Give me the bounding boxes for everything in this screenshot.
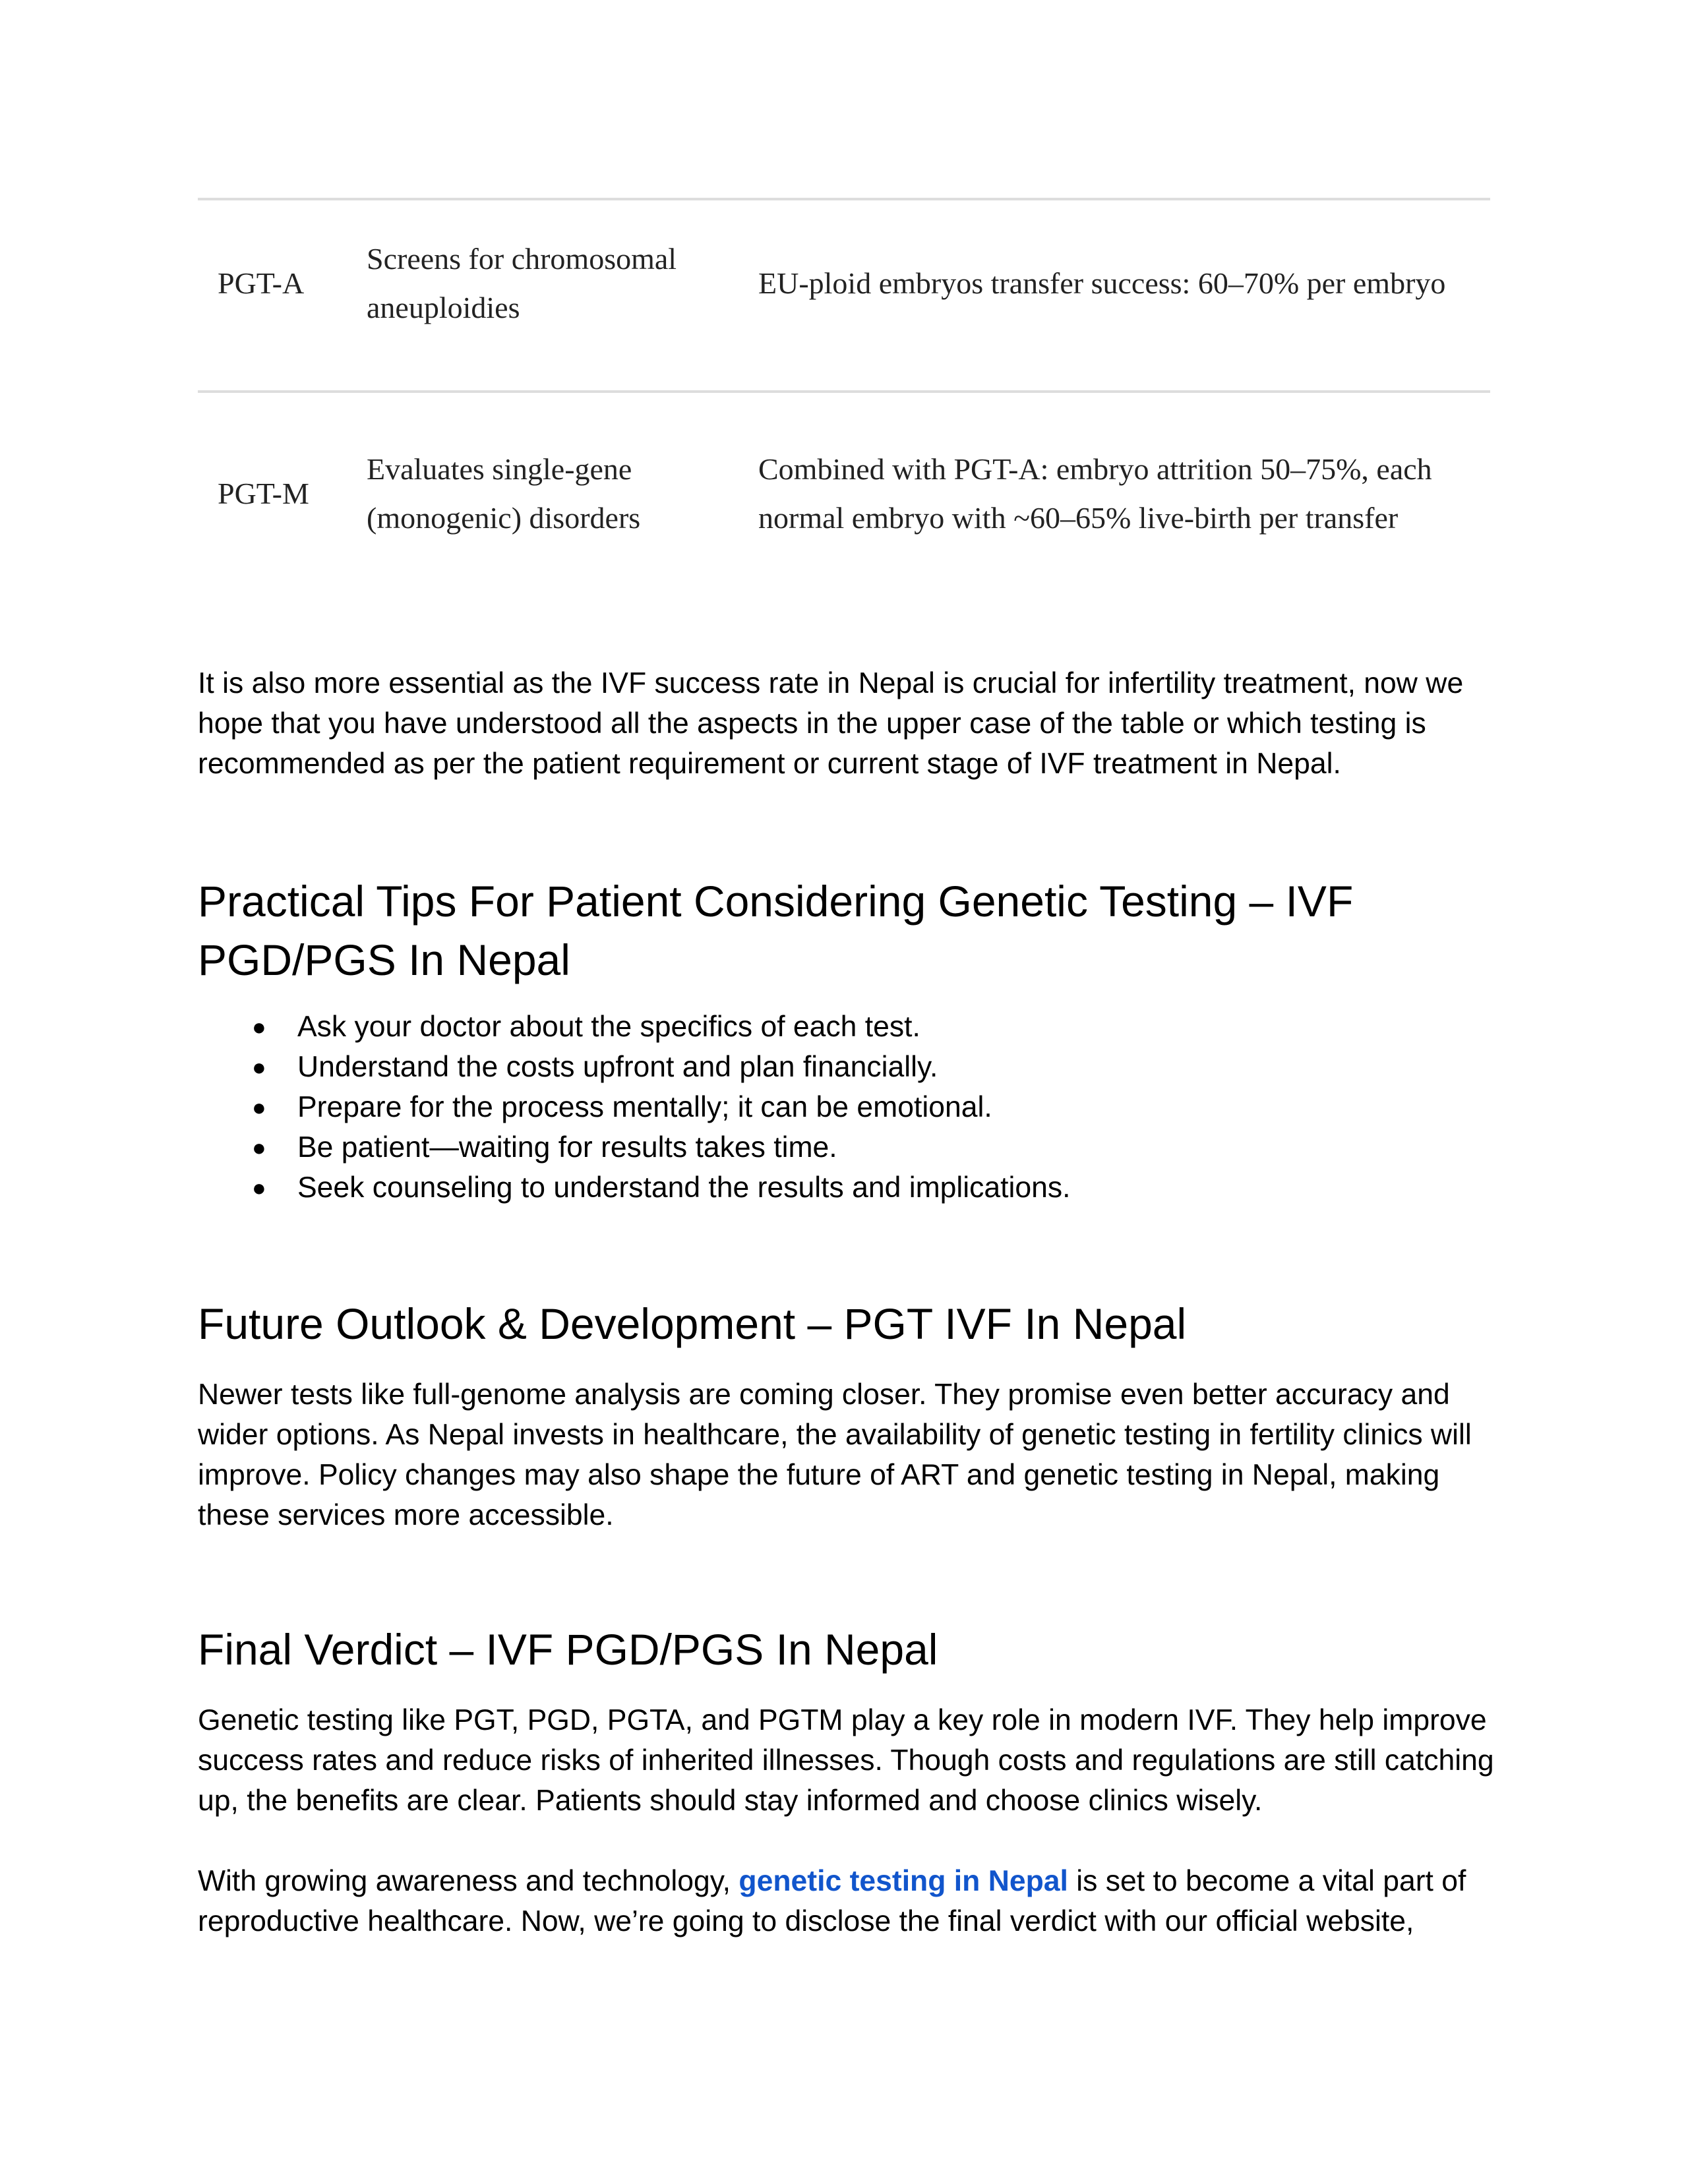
list-item [198, 1007, 1071, 1047]
test-description-cell: Evaluates single-gene (monogenic) disorders [367, 452, 641, 535]
test-name-cell: PGT-A [198, 199, 367, 392]
bullet-icon: ● [252, 1053, 266, 1080]
outlook-heading: Future Outlook & Development – PGT IVF In Nepal [198, 1299, 1187, 1348]
intro-paragraph: It is also more essential as the IVF success rate in Nepal is crucial for infertility treatment, now we hope that you have understood all the aspects in the upper case of the table or which testing is recommended as per the patient requirement or current stage of IVF treatment in Nepal. [198, 667, 1464, 780]
tips-heading: Practical Tips For Patient Considering Genetic Testing – IVF PGD/PGS In Nepal [198, 877, 1354, 984]
closing-text-end: is set to become a vital part of reproductive healthcare. Now, we’re going to disclose the final verdict with our official website, [198, 1865, 1466, 1937]
list-item-text: Ask your doctor about the specifics of each test. [297, 1011, 920, 1043]
list-item [198, 1167, 1071, 1208]
list-item-text: Seek counseling to understand the results and implications. [297, 1171, 1071, 1204]
list-item-text: Be patient—waiting for results takes time. [297, 1131, 837, 1164]
test-name-cell: PGT-M [218, 477, 309, 510]
bullet-icon: ● [252, 1013, 266, 1040]
outlook-paragraph: Newer tests like full-genome analysis are coming closer. They promise even better accuracy and wider options. As Nepal invests in healthcare, the availability of genetic testing in fertility clinics will improve. Policy changes may also shape the future of ART and genetic testing in Nepal, making these services more accessible. [198, 1378, 1472, 1531]
bullet-icon: ● [252, 1134, 266, 1161]
test-success-cell: Combined with PGT-A: embryo attrition 50–75%, each normal embryo with ~60–65% live-birth per transfer [758, 452, 1432, 535]
tips-list [198, 1007, 1071, 1208]
list-item [198, 1127, 1071, 1167]
list-item [198, 1087, 1071, 1127]
table-row [198, 392, 1490, 614]
genetic-testing-link[interactable]: genetic testing in Nepal [738, 1865, 1068, 1897]
verdict-heading: Final Verdict – IVF PGD/PGS In Nepal [198, 1625, 938, 1674]
list-item [198, 1047, 1071, 1087]
bullet-icon: ● [252, 1094, 266, 1121]
pgt-comparison-table [198, 198, 1490, 614]
closing-paragraph [198, 1861, 1497, 1941]
test-description-cell: Screens for chromosomal aneuploidies [367, 199, 758, 392]
bullet-icon: ● [252, 1174, 266, 1201]
list-item-text: Prepare for the process mentally; it can be emotional. [297, 1091, 992, 1123]
closing-text-start: With growing awareness and technology, [198, 1865, 739, 1897]
verdict-paragraph: Genetic testing like PGT, PGD, PGTA, and PGTM play a key role in modern IVF. They help improve success rates and reduce risks of inherited illnesses. Though costs and regulations are still catching up, the benefits are clear. Patients should stay informed and choose clinics wisely. [198, 1704, 1494, 1817]
test-success-cell: EU-ploid embryos transfer success: 60–70% per embryo [758, 199, 1490, 392]
list-item-text: Understand the costs upfront and plan financially. [297, 1051, 938, 1083]
table-row [198, 199, 1490, 392]
